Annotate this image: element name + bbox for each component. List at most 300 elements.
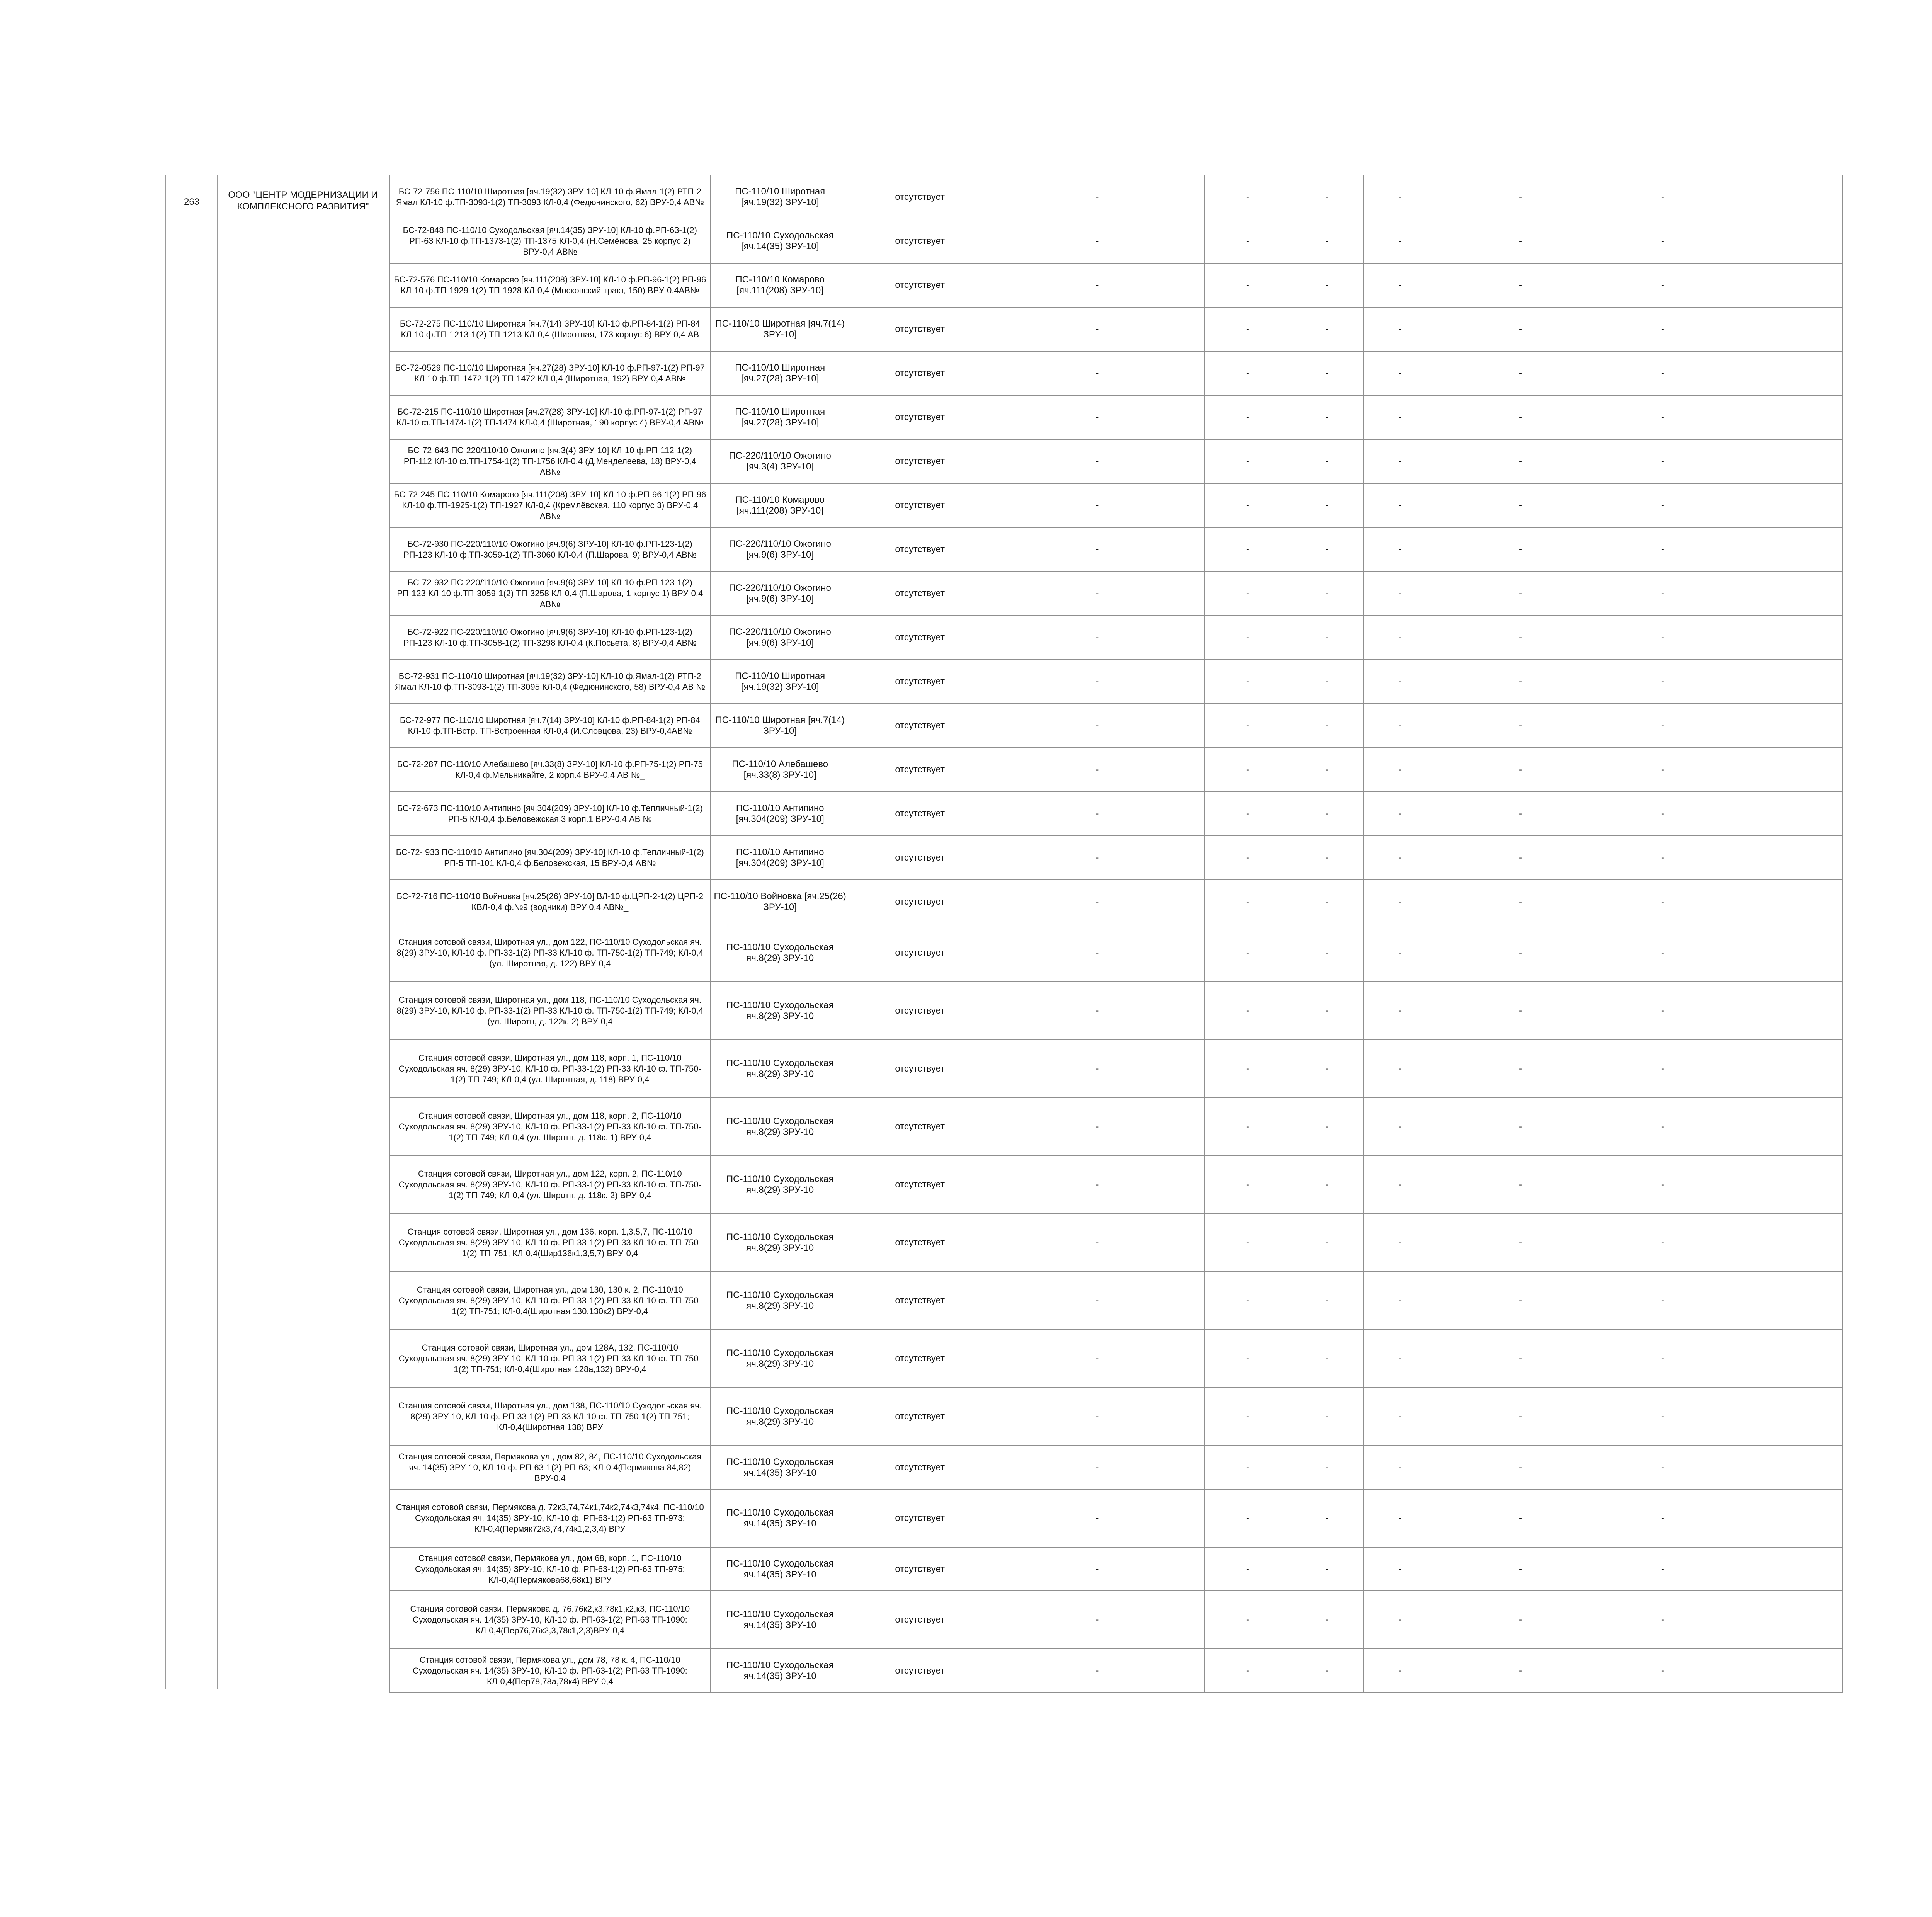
cell-c8: - [1437, 836, 1604, 880]
cell-c5: - [1204, 616, 1291, 660]
cell-c8: - [1437, 1272, 1604, 1330]
cell-c6: - [1291, 748, 1364, 792]
table-row [390, 263, 1843, 307]
cell-object: Станция сотовой связи, Пермякова д. 76,76к2,к3,78к1,к2,к3, ПС-110/10 Суходольская яч. 14(35) ЗРУ-10, КЛ-10 ф. РП-63-1(2) РП-63 ТП-1090: КЛ-0,4(Пер76,76к2,3,78к1,2,3)ВРУ-0,4 [390, 1591, 710, 1649]
cell-c9: - [1604, 527, 1721, 572]
cell-c7: - [1364, 483, 1437, 527]
cell-extra [1721, 1272, 1843, 1330]
cell-substation: ПС-110/10 Суходольская яч.8(29) ЗРУ-10 [710, 924, 850, 982]
cell-c4: - [990, 748, 1204, 792]
cell-c7: - [1364, 307, 1437, 351]
cell-c6: - [1291, 1214, 1364, 1272]
table-row [390, 1330, 1843, 1388]
cell-object: Станция сотовой связи, Пермякова д. 72к3,74,74к1,74к2,74к3,74к4, ПС-110/10 Суходольская яч. 14(35) ЗРУ-10, КЛ-10 ф. РП-63-1(2) РП-63 ТП-973; КЛ-0,4(Пермяк72к3,74,74к1,2,3,4) ВРУ [390, 1489, 710, 1547]
cell-extra [1721, 572, 1843, 616]
table-row [390, 1649, 1843, 1692]
cell-extra [1721, 351, 1843, 395]
cell-substation: ПС-220/110/10 Ожогино [яч.3(4) ЗРУ-10] [710, 439, 850, 483]
cell-status: отсутствует [850, 660, 990, 704]
cell-extra [1721, 1591, 1843, 1649]
cell-extra [1721, 792, 1843, 836]
cell-c9: - [1604, 1388, 1721, 1446]
cell-object: Станция сотовой связи, Широтная ул., дом 122, ПС-110/10 Суходольская яч. 8(29) ЗРУ-10, КЛ-10 ф. РП-33-1(2) РП-33 КЛ-10 ф. ТП-750-1(2) ТП-749; КЛ-0,4 (ул. Широтная, д. 122) ВРУ-0,4 [390, 924, 710, 982]
cell-c6: - [1291, 1040, 1364, 1098]
cell-status: отсутствует [850, 527, 990, 572]
cell-c7: - [1364, 1489, 1437, 1547]
cell-c7: - [1364, 748, 1437, 792]
cell-c4: - [990, 263, 1204, 307]
table-row [390, 660, 1843, 704]
cell-c9: - [1604, 982, 1721, 1040]
cell-c4: - [990, 1156, 1204, 1214]
cell-c8: - [1437, 1547, 1604, 1591]
table-row [390, 219, 1843, 263]
cell-substation: ПС-110/10 Суходольская яч.14(35) ЗРУ-10 [710, 1489, 850, 1547]
cell-c9: - [1604, 1040, 1721, 1098]
table-row [390, 572, 1843, 616]
cell-c4: - [990, 1489, 1204, 1547]
cell-c4: - [990, 836, 1204, 880]
cell-extra [1721, 483, 1843, 527]
cell-status: отсутствует [850, 572, 990, 616]
cell-c5: - [1204, 792, 1291, 836]
cell-status: отсутствует [850, 1214, 990, 1272]
cell-object: Станция сотовой связи, Широтная ул., дом 118, корп. 2, ПС-110/10 Суходольская яч. 8(29) ЗРУ-10, КЛ-10 ф. РП-33-1(2) РП-33 КЛ-10 ф. ТП-750-1(2) ТП-749; КЛ-0,4 (ул. Широтн, д. 118к. 1) ВРУ-0,4 [390, 1098, 710, 1156]
cell-c4: - [990, 616, 1204, 660]
cell-c5: - [1204, 660, 1291, 704]
cell-extra [1721, 1214, 1843, 1272]
cell-object: Станция сотовой связи, Пермякова ул., дом 78, 78 к. 4, ПС-110/10 Суходольская яч. 14(35) ЗРУ-10, КЛ-10 ф. РП-63-1(2) РП-63 ТП-1090: КЛ-0,4(Пер78,78а,78к4) ВРУ-0,4 [390, 1649, 710, 1692]
cell-substation: ПС-110/10 Широтная [яч.19(32) ЗРУ-10] [710, 660, 850, 704]
cell-c5: - [1204, 395, 1291, 439]
cell-object: БС-72-931 ПС-110/10 Широтная [яч.19(32) ЗРУ-10] КЛ-10 ф.Ямал-1(2) РТП-2 Ямал КЛ-10 ф.ТП-3093-1(2) ТП-3095 КЛ-0,4 (Федюнинского, 58) ВРУ-0,4 АВ № [390, 660, 710, 704]
cell-c6: - [1291, 924, 1364, 982]
table-row [390, 880, 1843, 924]
cell-status: отсутствует [850, 792, 990, 836]
cell-substation: ПС-220/110/10 Ожогино [яч.9(6) ЗРУ-10] [710, 527, 850, 572]
cell-c4: - [990, 1098, 1204, 1156]
cell-extra [1721, 307, 1843, 351]
cell-c5: - [1204, 1446, 1291, 1489]
cell-substation: ПС-110/10 Антипино [яч.304(209) ЗРУ-10] [710, 836, 850, 880]
cell-extra [1721, 175, 1843, 219]
cell-c9: - [1604, 616, 1721, 660]
cell-c6: - [1291, 307, 1364, 351]
cell-c4: - [990, 1272, 1204, 1330]
cell-c7: - [1364, 1330, 1437, 1388]
cell-c8: - [1437, 1214, 1604, 1272]
cell-c4: - [990, 1214, 1204, 1272]
cell-status: отсутствует [850, 1489, 990, 1547]
cell-c5: - [1204, 175, 1291, 219]
cell-c7: - [1364, 792, 1437, 836]
cell-c7: - [1364, 660, 1437, 704]
cell-status: отсутствует [850, 836, 990, 880]
cell-substation: ПС-110/10 Суходольская яч.14(35) ЗРУ-10 [710, 1547, 850, 1591]
cell-c9: - [1604, 1446, 1721, 1489]
cell-extra [1721, 1388, 1843, 1446]
cell-object: БС-72-245 ПС-110/10 Комарово [яч.111(208) ЗРУ-10] КЛ-10 ф.РП-96-1(2) РП-96 КЛ-10 ф.ТП-1925-1(2) ТП-1927 КЛ-0,4 (Кремлёвская, 110 корпус 3) ВРУ-0,4 АВ№ [390, 483, 710, 527]
cell-c9: - [1604, 1098, 1721, 1156]
cell-c8: - [1437, 572, 1604, 616]
cell-c6: - [1291, 836, 1364, 880]
table-row [390, 1446, 1843, 1489]
cell-c9: - [1604, 483, 1721, 527]
cell-status: отсутствует [850, 1547, 990, 1591]
cell-c8: - [1437, 1098, 1604, 1156]
cell-status: отсутствует [850, 982, 990, 1040]
cell-c7: - [1364, 616, 1437, 660]
table-row [390, 982, 1843, 1040]
cell-object: БС-72-673 ПС-110/10 Антипино [яч.304(209) ЗРУ-10] КЛ-10 ф.Тепличный-1(2) РП-5 КЛ-0,4 ф.Беловежская,3 корп.1 ВРУ-0,4 АВ № [390, 792, 710, 836]
cell-extra [1721, 924, 1843, 982]
cell-status: отсутствует [850, 351, 990, 395]
cell-object: БС-72-922 ПС-220/110/10 Ожогино [яч.9(6) ЗРУ-10] КЛ-10 ф.РП-123-1(2) РП-123 КЛ-10 ф.ТП-3058-1(2) ТП-3298 КЛ-0,4 (К.Посьета, 8) ВРУ-0,4 АВ№ [390, 616, 710, 660]
cell-c6: - [1291, 616, 1364, 660]
cell-c9: - [1604, 263, 1721, 307]
cell-c4: - [990, 175, 1204, 219]
cell-substation: ПС-110/10 Суходольская яч.8(29) ЗРУ-10 [710, 1272, 850, 1330]
cell-c6: - [1291, 660, 1364, 704]
cell-c5: - [1204, 704, 1291, 748]
cell-c4: - [990, 572, 1204, 616]
cell-c4: - [990, 307, 1204, 351]
cell-c5: - [1204, 483, 1291, 527]
cell-object: БС-72-930 ПС-220/110/10 Ожогино [яч.9(6) ЗРУ-10] КЛ-10 ф.РП-123-1(2) РП-123 КЛ-10 ф.ТП-3059-1(2) ТП-3060 КЛ-0,4 (П.Шарова, 9) ВРУ-0,4 АВ№ [390, 527, 710, 572]
cell-object: Станция сотовой связи, Пермякова ул., дом 82, 84, ПС-110/10 Суходольская яч. 14(35) ЗРУ-10, КЛ-10 ф. РП-63-1(2) РП-63; КЛ-0,4(Пермякова 84,82) ВРУ-0,4 [390, 1446, 710, 1489]
cell-status: отсутствует [850, 175, 990, 219]
cell-c9: - [1604, 1649, 1721, 1692]
cell-c4: - [990, 1547, 1204, 1591]
table-row [390, 836, 1843, 880]
cell-extra [1721, 395, 1843, 439]
table-row [390, 924, 1843, 982]
cell-c9: - [1604, 1591, 1721, 1649]
cell-c9: - [1604, 1330, 1721, 1388]
table-row [390, 1040, 1843, 1098]
table-row [390, 439, 1843, 483]
cell-c7: - [1364, 175, 1437, 219]
cell-c7: - [1364, 1446, 1437, 1489]
cell-substation: ПС-110/10 Суходольская яч.14(35) ЗРУ-10 [710, 1591, 850, 1649]
cell-substation: ПС-110/10 Суходольская яч.8(29) ЗРУ-10 [710, 1388, 850, 1446]
cell-c8: - [1437, 616, 1604, 660]
cell-object: БС-72- 933 ПС-110/10 Антипино [яч.304(209) ЗРУ-10] КЛ-10 ф.Тепличный-1(2) РП-5 ТП-101 КЛ-0,4 ф.Беловежская, 15 ВРУ-0,4 АВ№ [390, 836, 710, 880]
cell-c4: - [990, 351, 1204, 395]
cell-c7: - [1364, 880, 1437, 924]
cell-extra [1721, 660, 1843, 704]
cell-substation: ПС-110/10 Суходольская яч.8(29) ЗРУ-10 [710, 1330, 850, 1388]
cell-c9: - [1604, 175, 1721, 219]
cell-c6: - [1291, 1591, 1364, 1649]
cell-extra [1721, 1489, 1843, 1547]
cell-c6: - [1291, 527, 1364, 572]
cell-substation: ПС-110/10 Широтная [яч.27(28) ЗРУ-10] [710, 395, 850, 439]
cell-object: БС-72-215 ПС-110/10 Широтная [яч.27(28) ЗРУ-10] КЛ-10 ф.РП-97-1(2) РП-97 КЛ-10 ф.ТП-1474-1(2) ТП-1474 КЛ-0,4 (Широтная, 190 корпус 4) ВРУ-0,4 АВ№ [390, 395, 710, 439]
cell-c8: - [1437, 748, 1604, 792]
cell-substation: ПС-220/110/10 Ожогино [яч.9(6) ЗРУ-10] [710, 616, 850, 660]
cell-c6: - [1291, 1098, 1364, 1156]
cell-object: БС-72-756 ПС-110/10 Широтная [яч.19(32) ЗРУ-10] КЛ-10 ф.Ямал-1(2) РТП-2 Ямал КЛ-10 ф.ТП-3093-1(2) ТП-3093 КЛ-0,4 (Федюнинского, 62) ВРУ-0,4 АВ№ [390, 175, 710, 219]
table-row [390, 351, 1843, 395]
cell-status: отсутствует [850, 1330, 990, 1388]
cell-status: отсутствует [850, 439, 990, 483]
cell-status: отсутствует [850, 616, 990, 660]
cell-c9: - [1604, 748, 1721, 792]
cell-c5: - [1204, 880, 1291, 924]
cell-c6: - [1291, 1489, 1364, 1547]
cell-extra [1721, 748, 1843, 792]
table-row [390, 792, 1843, 836]
cell-c5: - [1204, 439, 1291, 483]
cell-c9: - [1604, 351, 1721, 395]
cell-c5: - [1204, 1272, 1291, 1330]
table-row [390, 748, 1843, 792]
cell-status: отсутствует [850, 748, 990, 792]
cell-c8: - [1437, 219, 1604, 263]
cell-c4: - [990, 219, 1204, 263]
cell-c4: - [990, 982, 1204, 1040]
cell-c8: - [1437, 1446, 1604, 1489]
cell-c7: - [1364, 836, 1437, 880]
cell-object: БС-72-716 ПС-110/10 Войновка [яч.25(26) ЗРУ-10] ВЛ-10 ф.ЦРП-2-1(2) ЦРП-2 КВЛ-0,4 ф.№9 (водники) ВРУ 0,4 АВ№_ [390, 880, 710, 924]
cell-status: отсутствует [850, 1098, 990, 1156]
cell-extra [1721, 1446, 1843, 1489]
cell-object: Станция сотовой связи, Широтная ул., дом 136, корп. 1,3,5,7, ПС-110/10 Суходольская яч. 8(29) ЗРУ-10, КЛ-10 ф. РП-33-1(2) РП-33 КЛ-10 ф. ТП-750-1(2) ТП-751; КЛ-0,4(Шир136к1,3,5,7) ВРУ-0,4 [390, 1214, 710, 1272]
cell-object: БС-72-932 ПС-220/110/10 Ожогино [яч.9(6) ЗРУ-10] КЛ-10 ф.РП-123-1(2) РП-123 КЛ-10 ф.ТП-3059-1(2) ТП-3258 КЛ-0,4 (П.Шарова, 1 корпус 1) ВРУ-0,4 АВ№ [390, 572, 710, 616]
table-row [390, 1388, 1843, 1446]
cell-status: отсутствует [850, 1649, 990, 1692]
cell-c8: - [1437, 660, 1604, 704]
cell-substation: ПС-110/10 Суходольская [яч.14(35) ЗРУ-10] [710, 219, 850, 263]
cell-extra [1721, 704, 1843, 748]
cell-c8: - [1437, 527, 1604, 572]
cell-c4: - [990, 1591, 1204, 1649]
cell-object: БС-72-848 ПС-110/10 Суходольская [яч.14(35) ЗРУ-10] КЛ-10 ф.РП-63-1(2) РП-63 КЛ-10 ф.ТП-1373-1(2) ТП-1375 КЛ-0,4 (Н.Семёнова, 25 корпус 2) ВРУ-0,4 АВ№ [390, 219, 710, 263]
cell-c7: - [1364, 924, 1437, 982]
cell-c8: - [1437, 351, 1604, 395]
table-row [390, 1547, 1843, 1591]
cell-c4: - [990, 792, 1204, 836]
cell-c5: - [1204, 1489, 1291, 1547]
cell-extra [1721, 1330, 1843, 1388]
table-row [390, 1489, 1843, 1547]
entry-number: 263 [184, 197, 200, 207]
cell-c6: - [1291, 1547, 1364, 1591]
cell-c7: - [1364, 395, 1437, 439]
cell-c4: - [990, 660, 1204, 704]
cell-extra [1721, 1547, 1843, 1591]
cell-c8: - [1437, 439, 1604, 483]
cell-object: Станция сотовой связи, Широтная ул., дом 138, ПС-110/10 Суходольская яч. 8(29) ЗРУ-10, КЛ-10 ф. РП-33-1(2) РП-33 КЛ-10 ф. ТП-750-1(2) ТП-751; КЛ-0,4(Широтная 138) ВРУ [390, 1388, 710, 1446]
cell-c6: - [1291, 982, 1364, 1040]
cell-c8: - [1437, 1388, 1604, 1446]
cell-c4: - [990, 395, 1204, 439]
table-row [390, 175, 1843, 219]
cell-extra [1721, 836, 1843, 880]
cell-c8: - [1437, 1040, 1604, 1098]
cell-substation: ПС-220/110/10 Ожогино [яч.9(6) ЗРУ-10] [710, 572, 850, 616]
cell-c7: - [1364, 351, 1437, 395]
cell-c9: - [1604, 572, 1721, 616]
cell-object: Станция сотовой связи, Широтная ул., дом 118, корп. 1, ПС-110/10 Суходольская яч. 8(29) ЗРУ-10, КЛ-10 ф. РП-33-1(2) РП-33 КЛ-10 ф. ТП-750-1(2) ТП-749; КЛ-0,4 (ул. Широтная, д. 118) ВРУ-0,4 [390, 1040, 710, 1098]
cell-c8: - [1437, 1156, 1604, 1214]
cell-c5: - [1204, 1591, 1291, 1649]
cell-c7: - [1364, 527, 1437, 572]
cell-c5: - [1204, 748, 1291, 792]
cell-extra [1721, 439, 1843, 483]
cell-status: отсутствует [850, 924, 990, 982]
cell-extra [1721, 880, 1843, 924]
cell-c7: - [1364, 263, 1437, 307]
cell-c7: - [1364, 1156, 1437, 1214]
cell-object: Станция сотовой связи, Широтная ул., дом 122, корп. 2, ПС-110/10 Суходольская яч. 8(29) ЗРУ-10, КЛ-10 ф. РП-33-1(2) РП-33 КЛ-10 ф. ТП-750-1(2) ТП-749; КЛ-0,4 (ул. Широтн, д. 118к. 2) ВРУ-0,4 [390, 1156, 710, 1214]
cell-object: Станция сотовой связи, Широтная ул., дом 118, ПС-110/10 Суходольская яч. 8(29) ЗРУ-10, КЛ-10 ф. РП-33-1(2) РП-33 КЛ-10 ф. ТП-750-1(2) ТП-749; КЛ-0,4 (ул. Широтн, д. 122к. 2) ВРУ-0,4 [390, 982, 710, 1040]
cell-c4: - [990, 439, 1204, 483]
cell-c6: - [1291, 572, 1364, 616]
cell-extra [1721, 219, 1843, 263]
cell-status: отсутствует [850, 483, 990, 527]
cell-c9: - [1604, 219, 1721, 263]
cell-status: отсутствует [850, 219, 990, 263]
cell-c6: - [1291, 351, 1364, 395]
cell-c9: - [1604, 1214, 1721, 1272]
table-row [390, 1272, 1843, 1330]
cell-c6: - [1291, 1156, 1364, 1214]
cell-c7: - [1364, 1388, 1437, 1446]
cell-object: Станция сотовой связи, Широтная ул., дом 130, 130 к. 2, ПС-110/10 Суходольская яч. 8(29) ЗРУ-10, КЛ-10 ф. РП-33-1(2) РП-33 КЛ-10 ф. ТП-750-1(2) ТП-751; КЛ-0,4(Широтная 130,130к2) ВРУ-0,4 [390, 1272, 710, 1330]
cell-c5: - [1204, 1156, 1291, 1214]
cell-c6: - [1291, 792, 1364, 836]
table-row [390, 1098, 1843, 1156]
cell-c4: - [990, 527, 1204, 572]
cell-c5: - [1204, 836, 1291, 880]
cell-substation: ПС-110/10 Суходольская яч.8(29) ЗРУ-10 [710, 1156, 850, 1214]
cell-c4: - [990, 1388, 1204, 1446]
cell-substation: ПС-110/10 Войновка [яч.25(26) ЗРУ-10] [710, 880, 850, 924]
table-row [390, 616, 1843, 660]
cell-c8: - [1437, 1489, 1604, 1547]
cell-extra [1721, 1649, 1843, 1692]
cell-substation: ПС-110/10 Широтная [яч.19(32) ЗРУ-10] [710, 175, 850, 219]
table-row [390, 307, 1843, 351]
cell-c8: - [1437, 982, 1604, 1040]
cell-c6: - [1291, 880, 1364, 924]
cell-c5: - [1204, 219, 1291, 263]
cell-status: отсутствует [850, 1156, 990, 1214]
cell-c5: - [1204, 307, 1291, 351]
cell-c5: - [1204, 1098, 1291, 1156]
cell-substation: ПС-110/10 Суходольская яч.14(35) ЗРУ-10 [710, 1649, 850, 1692]
cell-extra [1721, 1156, 1843, 1214]
cell-c4: - [990, 924, 1204, 982]
cell-c5: - [1204, 263, 1291, 307]
cell-object: Станция сотовой связи, Пермякова ул., дом 68, корп. 1, ПС-110/10 Суходольская яч. 14(35) ЗРУ-10, КЛ-10 ф. РП-63-1(2) РП-63 ТП-975: КЛ-0,4(Пермякова68,68к1) ВРУ [390, 1547, 710, 1591]
cell-c6: - [1291, 483, 1364, 527]
cell-c9: - [1604, 439, 1721, 483]
cell-c4: - [990, 1446, 1204, 1489]
cell-status: отсутствует [850, 1272, 990, 1330]
cell-c9: - [1604, 792, 1721, 836]
cell-status: отсутствует [850, 1388, 990, 1446]
cell-c6: - [1291, 263, 1364, 307]
cell-status: отсутствует [850, 1591, 990, 1649]
organization-name: ООО "ЦЕНТР МОДЕРНИЗАЦИИ И КОМПЛЕКСНОГО РАЗВИТИЯ" [228, 190, 378, 212]
connection-table [389, 175, 1843, 1693]
table-row [390, 704, 1843, 748]
outer-mid-border [217, 175, 218, 1689]
cell-c6: - [1291, 395, 1364, 439]
cell-c7: - [1364, 1547, 1437, 1591]
cell-substation: ПС-110/10 Суходольская яч.8(29) ЗРУ-10 [710, 1214, 850, 1272]
cell-c8: - [1437, 792, 1604, 836]
cell-substation: ПС-110/10 Широтная [яч.27(28) ЗРУ-10] [710, 351, 850, 395]
cell-object: БС-72-287 ПС-110/10 Алебашево [яч.33(8) ЗРУ-10] КЛ-10 ф.РП-75-1(2) РП-75 КЛ-0,4 ф.Мельникайте, 2 корп.4 ВРУ-0,4 АВ №_ [390, 748, 710, 792]
cell-c6: - [1291, 704, 1364, 748]
cell-c8: - [1437, 880, 1604, 924]
cell-status: отсутствует [850, 1040, 990, 1098]
outer-left-border [165, 175, 166, 1689]
cell-c9: - [1604, 395, 1721, 439]
cell-extra [1721, 263, 1843, 307]
cell-c5: - [1204, 1649, 1291, 1692]
cell-c7: - [1364, 1040, 1437, 1098]
table-row [390, 1591, 1843, 1649]
cell-c4: - [990, 880, 1204, 924]
cell-c8: - [1437, 175, 1604, 219]
cell-c6: - [1291, 1330, 1364, 1388]
cell-c5: - [1204, 982, 1291, 1040]
cell-c6: - [1291, 439, 1364, 483]
cell-c8: - [1437, 924, 1604, 982]
cell-c8: - [1437, 263, 1604, 307]
cell-substation: ПС-110/10 Комарово [яч.111(208) ЗРУ-10] [710, 263, 850, 307]
cell-c8: - [1437, 395, 1604, 439]
cell-c9: - [1604, 924, 1721, 982]
cell-c5: - [1204, 1388, 1291, 1446]
table-row [390, 527, 1843, 572]
cell-c8: - [1437, 1649, 1604, 1692]
cell-substation: ПС-110/10 Комарово [яч.111(208) ЗРУ-10] [710, 483, 850, 527]
cell-object: БС-72-275 ПС-110/10 Широтная [яч.7(14) ЗРУ-10] КЛ-10 ф.РП-84-1(2) РП-84 КЛ-10 ф.ТП-1213-1(2) ТП-1213 КЛ-0,4 (Широтная, 173 корпус 6) ВРУ-0,4 АВ [390, 307, 710, 351]
cell-substation: ПС-110/10 Суходольская яч.8(29) ЗРУ-10 [710, 1040, 850, 1098]
cell-c5: - [1204, 1040, 1291, 1098]
cell-c6: - [1291, 1446, 1364, 1489]
cell-c7: - [1364, 704, 1437, 748]
cell-substation: ПС-110/10 Антипино [яч.304(209) ЗРУ-10] [710, 792, 850, 836]
cell-c6: - [1291, 1649, 1364, 1692]
cell-c8: - [1437, 1330, 1604, 1388]
cell-c5: - [1204, 1214, 1291, 1272]
cell-c9: - [1604, 1547, 1721, 1591]
cell-status: отсутствует [850, 704, 990, 748]
cell-c8: - [1437, 483, 1604, 527]
cell-c4: - [990, 1649, 1204, 1692]
cell-c5: - [1204, 1547, 1291, 1591]
cell-c6: - [1291, 1272, 1364, 1330]
cell-c7: - [1364, 439, 1437, 483]
cell-c7: - [1364, 1098, 1437, 1156]
cell-substation: ПС-110/10 Суходольская яч.8(29) ЗРУ-10 [710, 982, 850, 1040]
cell-c6: - [1291, 175, 1364, 219]
cell-c9: - [1604, 836, 1721, 880]
cell-object: БС-72-0529 ПС-110/10 Широтная [яч.27(28) ЗРУ-10] КЛ-10 ф.РП-97-1(2) РП-97 КЛ-10 ф.ТП-1472-1(2) ТП-1472 КЛ-0,4 (Широтная, 192) ВРУ-0,4 АВ№ [390, 351, 710, 395]
cell-substation: ПС-110/10 Суходольская яч.8(29) ЗРУ-10 [710, 1098, 850, 1156]
cell-c7: - [1364, 1649, 1437, 1692]
cell-substation: ПС-110/10 Широтная [яч.7(14) ЗРУ-10] [710, 307, 850, 351]
cell-object: БС-72-977 ПС-110/10 Широтная [яч.7(14) ЗРУ-10] КЛ-10 ф.РП-84-1(2) РП-84 КЛ-10 ф.ТП-Встр. ТП-Встроенная КЛ-0,4 (И.Словцова, 23) ВРУ-0,4АВ№ [390, 704, 710, 748]
cell-c4: - [990, 483, 1204, 527]
